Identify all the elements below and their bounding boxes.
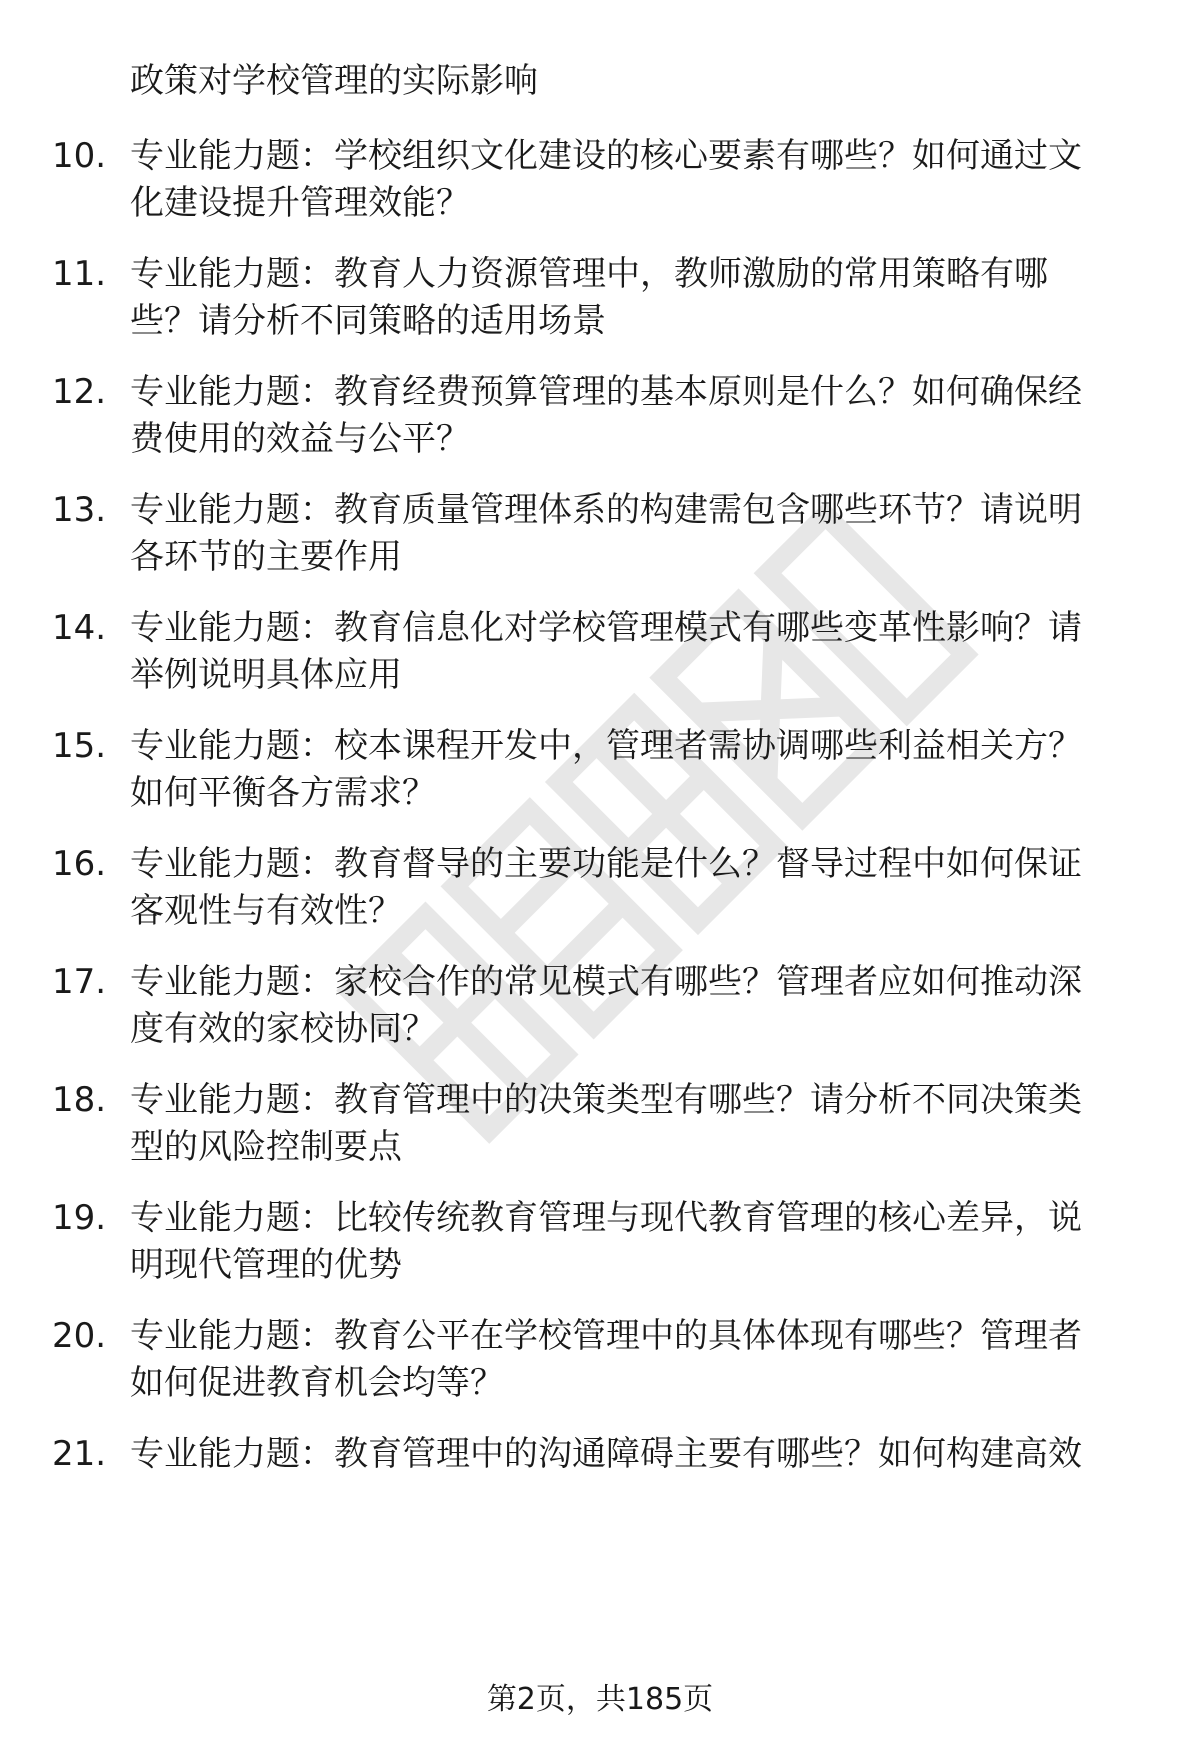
item-text: 专业能力题：家校合作的常见模式有哪些？管理者应如何推动深 度有效的家校协同？ bbox=[130, 962, 1082, 1049]
page-footer: 第2页，共185页 bbox=[486, 1682, 714, 1717]
item-text: 专业能力题：教育管理中的沟通障碍主要有哪些？如何构建高效 bbox=[130, 1434, 1082, 1474]
item-text: 专业能力题：学校组织文化建设的核心要素有哪些？如何通过文 化建设提升管理效能？ bbox=[130, 136, 1082, 223]
item-number: 19. bbox=[52, 1198, 107, 1238]
item-number: 13. bbox=[52, 490, 107, 530]
item-text: 专业能力题：比较传统教育管理与现代教育管理的核心差异，说 明现代管理的优势 bbox=[130, 1198, 1082, 1285]
item-text: 专业能力题：教育信息化对学校管理模式有哪些变革性影响？请 举例说明具体应用 bbox=[130, 608, 1082, 695]
item-number: 20. bbox=[52, 1316, 107, 1356]
item-number: 21. bbox=[52, 1434, 107, 1474]
item-number: 10. bbox=[52, 136, 107, 176]
item-number: 12. bbox=[52, 372, 107, 412]
continuation-line: 政策对学校管理的实际影响 bbox=[130, 61, 538, 101]
item-text: 专业能力题：教育督导的主要功能是什么？督导过程中如何保证 客观性与有效性？ bbox=[130, 844, 1082, 931]
item-text: 专业能力题：教育公平在学校管理中的具体体现有哪些？管理者 如何促进教育机会均等？ bbox=[130, 1316, 1082, 1403]
item-number: 11. bbox=[52, 254, 107, 294]
item-text: 专业能力题：校本课程开发中，管理者需协调哪些利益相关方？ 如何平衡各方需求？ bbox=[130, 726, 1082, 813]
item-text: 专业能力题：教育经费预算管理的基本原则是什么？如何确保经 费使用的效益与公平？ bbox=[130, 372, 1082, 459]
item-number: 14. bbox=[52, 608, 107, 648]
item-number: 18. bbox=[52, 1080, 107, 1120]
item-number: 15. bbox=[52, 726, 107, 766]
item-text: 专业能力题：教育质量管理体系的构建需包含哪些环节？请说明 各环节的主要作用 bbox=[130, 490, 1082, 577]
item-number: 17. bbox=[52, 962, 107, 1002]
item-number: 16. bbox=[52, 844, 107, 884]
item-text: 专业能力题：教育人力资源管理中，教师激励的常用策略有哪 些？请分析不同策略的适用场景 bbox=[130, 254, 1048, 341]
item-text: 专业能力题：教育管理中的决策类型有哪些？请分析不同决策类 型的风险控制要点 bbox=[130, 1080, 1082, 1167]
